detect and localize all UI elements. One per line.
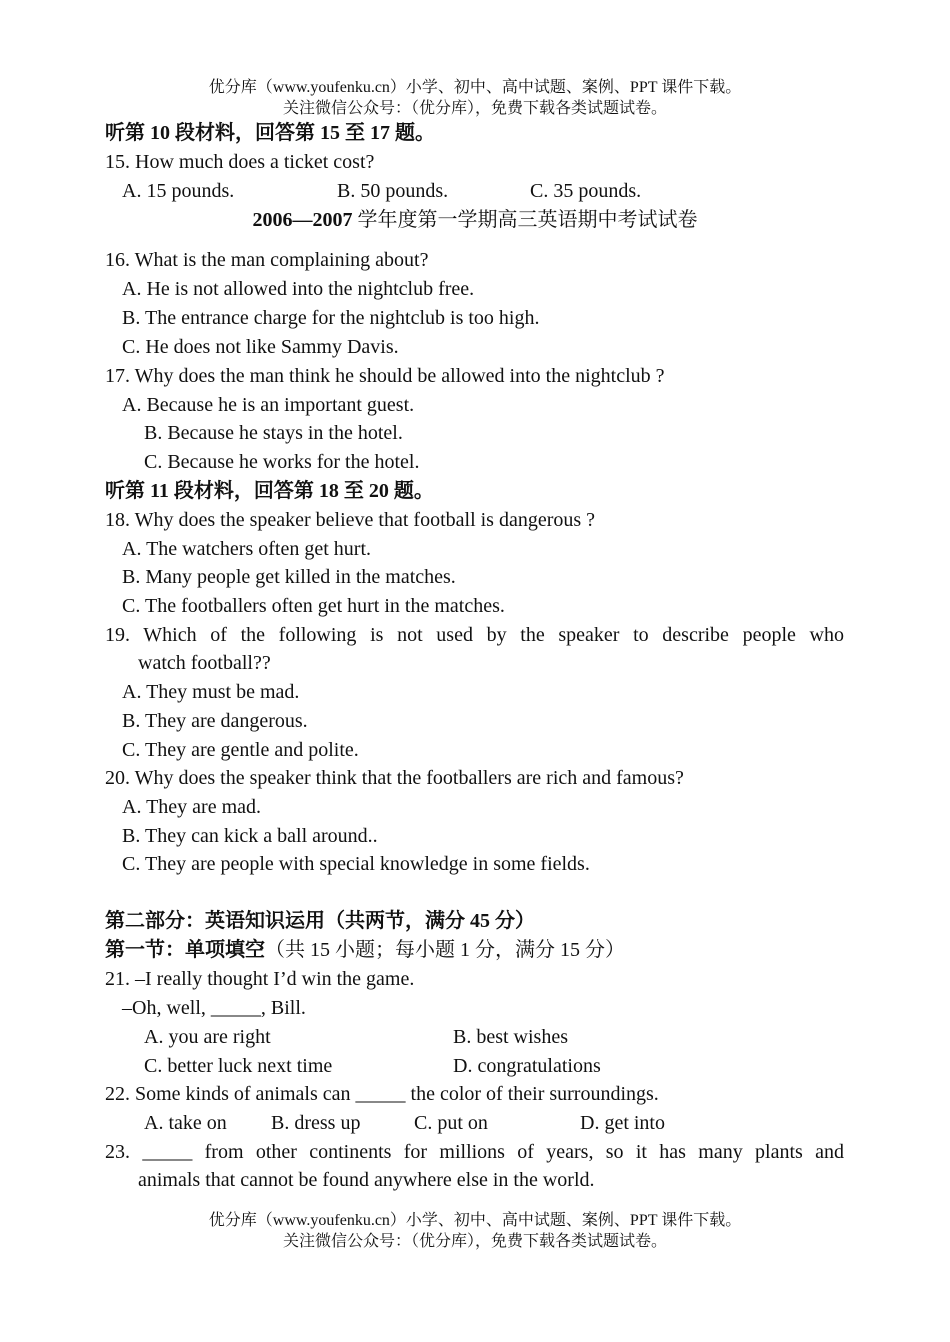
exam-title xyxy=(0,207,950,233)
header-line-2: 关注微信公众号：（优分库），免费下载各类试题试卷。 xyxy=(282,100,667,117)
q19-option-c: C. They are gentle and polite. xyxy=(122,739,359,761)
footer-line-2: 关注微信公众号：（优分库），免费下载各类试题试卷。 xyxy=(282,1233,667,1250)
q19-stem-line-2: watch football?? xyxy=(138,652,271,674)
q21-stem-line-2: –Oh, well, _____, Bill. xyxy=(122,997,306,1019)
q18-stem: 18. Why does the speaker believe that football is dangerous ? xyxy=(105,509,596,531)
q18-option-b: B. Many people get killed in the matches. xyxy=(122,566,456,588)
footer-line-1: 优分库（www.youfenku.cn）小学、初中、高中试题、案例、PPT 课件下载。 xyxy=(208,1212,742,1229)
q23-stem-line-2: animals that cannot be found anywhere else in the world. xyxy=(138,1169,595,1191)
q17-option-b: B. Because he stays in the hotel. xyxy=(144,422,403,444)
q19-stem-line-1: 19. Which of the following is not used by the speaker to describe people who xyxy=(105,624,844,646)
q20-option-b: B. They can kick a ball around.. xyxy=(122,825,378,847)
q16-option-c: C. He does not like Sammy Davis. xyxy=(122,336,399,358)
q22-option-b: B. dress up xyxy=(271,1112,361,1134)
q17-option-a: A. Because he is an important guest. xyxy=(122,394,415,416)
part-2-section-1-note: （共 15 小题；每小题 1 分，满分 15 分） xyxy=(265,939,625,961)
q21-option-a: A. you are right xyxy=(144,1026,271,1048)
section-11-heading: 听第 11 段材料，回答第 18 至 20 题。 xyxy=(105,480,434,502)
q17-option-c: C. Because he works for the hotel. xyxy=(144,451,420,473)
q15-option-a: A. 15 pounds. xyxy=(122,180,235,202)
q22-option-a: A. take on xyxy=(144,1112,227,1134)
q23-stem-line-1: 23. _____ from other continents for millions of years, so it has many plants and xyxy=(105,1141,844,1163)
q18-option-a: A. The watchers often get hurt. xyxy=(122,538,371,560)
header-line-1: 优分库（www.youfenku.cn）小学、初中、高中试题、案例、PPT 课件下载。 xyxy=(208,79,742,96)
q22-stem: 22. Some kinds of animals can _____ the color of their surroundings. xyxy=(105,1083,659,1105)
q15-option-c: C. 35 pounds. xyxy=(530,180,642,202)
part-2-title: 第二部分：英语知识运用（共两节，满分 45 分） xyxy=(105,910,535,932)
part-2-section-1-label: 第一节：单项填空 xyxy=(105,939,265,961)
q20-stem: 20. Why does the speaker think that the footballers are rich and famous? xyxy=(105,767,684,789)
q22-option-d: D. get into xyxy=(580,1112,665,1134)
q20-option-c: C. They are people with special knowledge in some fields. xyxy=(122,853,590,875)
exam-title-year: 2006—2007 xyxy=(252,209,353,231)
q15-stem: 15. How much does a ticket cost? xyxy=(105,151,375,173)
section-10-heading: 听第 10 段材料，回答第 15 至 17 题。 xyxy=(105,122,435,144)
q19-option-a: A. They must be mad. xyxy=(122,681,300,703)
q21-option-b: B. best wishes xyxy=(453,1026,568,1048)
exam-title-text: 学年度第一学期高三英语期中考试试卷 xyxy=(352,209,698,231)
q16-option-a: A. He is not allowed into the nightclub free. xyxy=(122,278,475,300)
q18-option-c: C. The footballers often get hurt in the matches. xyxy=(122,595,505,617)
q16-stem: 16. What is the man complaining about? xyxy=(105,249,429,271)
q19-option-b: B. They are dangerous. xyxy=(122,710,308,732)
q15-option-b: B. 50 pounds. xyxy=(337,180,449,202)
q21-option-d: D. congratulations xyxy=(453,1055,601,1077)
part-2-section-1 xyxy=(105,937,625,963)
q16-option-b: B. The entrance charge for the nightclub is too high. xyxy=(122,307,540,329)
q20-option-a: A. They are mad. xyxy=(122,796,262,818)
q22-option-c: C. put on xyxy=(414,1112,488,1134)
q21-stem-line-1: 21. –I really thought I’d win the game. xyxy=(105,968,415,990)
q21-option-c: C. better luck next time xyxy=(144,1055,333,1077)
q17-stem: 17. Why does the man think he should be allowed into the nightclub ? xyxy=(105,365,665,387)
